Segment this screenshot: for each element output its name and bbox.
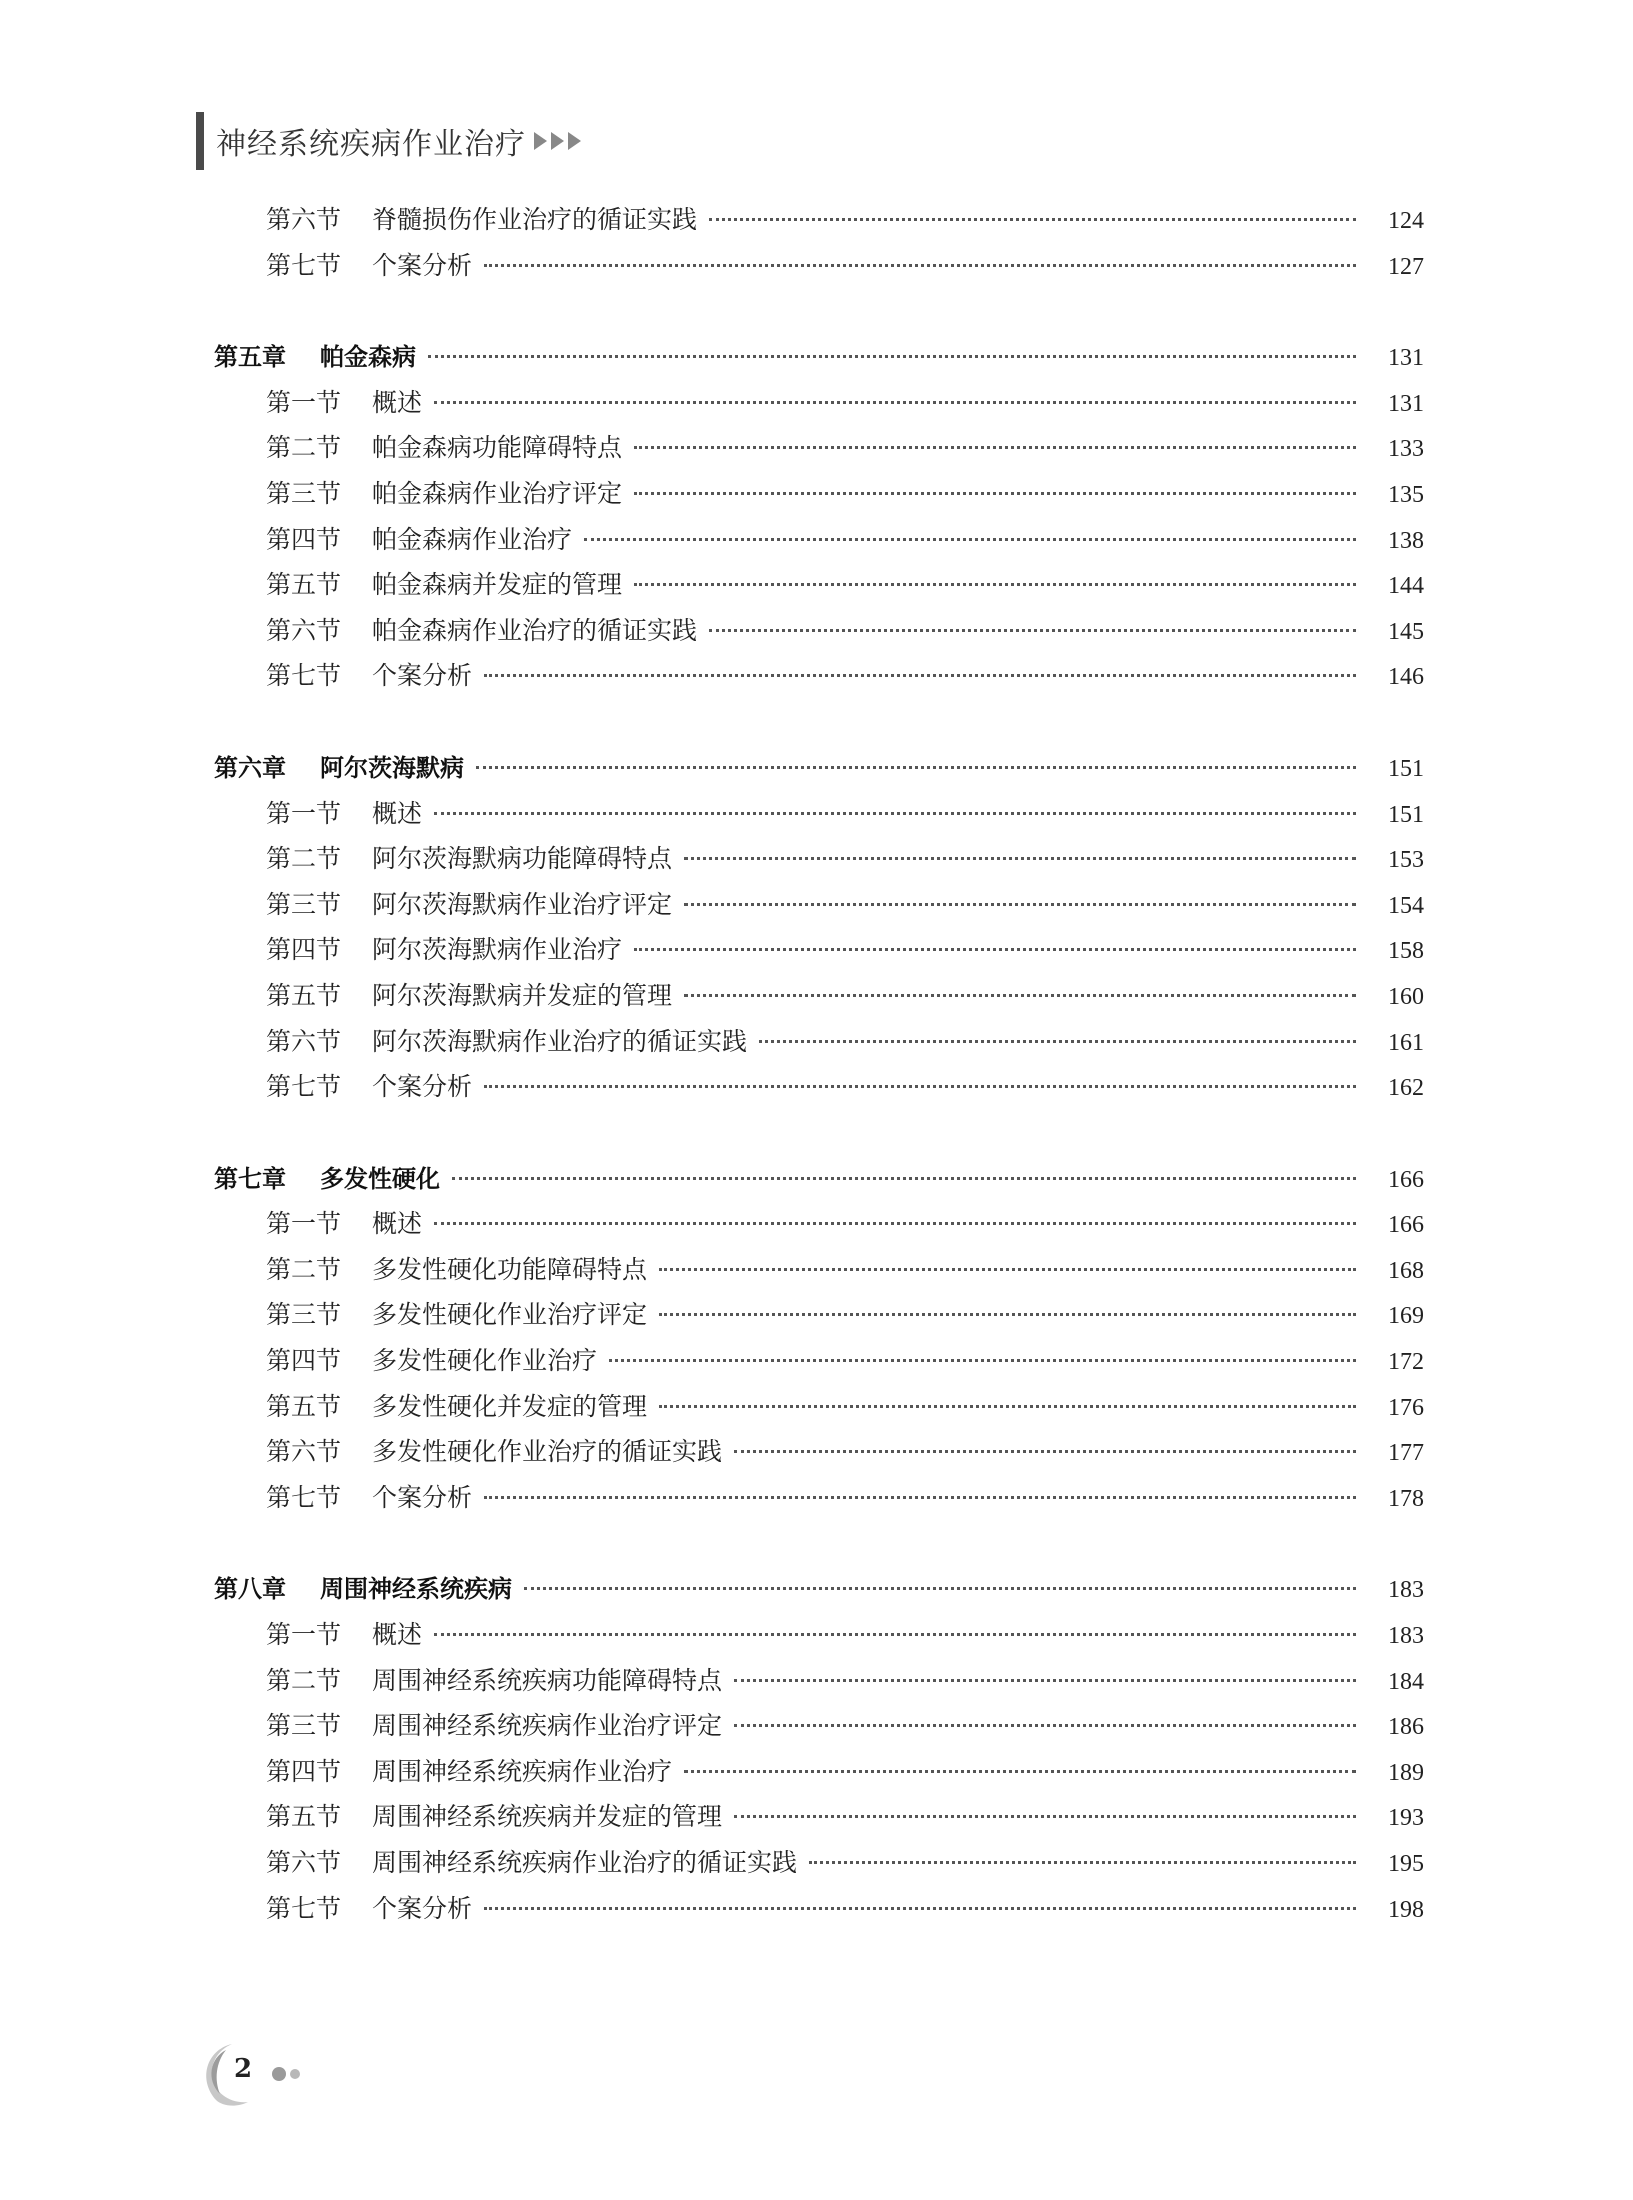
toc-section-entry[interactable] [214,611,1424,657]
toc-section-entry-page: 186 [1388,1714,1424,1741]
dot-leader [659,1313,1356,1316]
dot-leader [524,1587,1356,1590]
toc-section-entry-number: 第六节 [266,615,342,645]
toc-chapter-block [214,1159,1424,1524]
toc-chapter-entry-page: 131 [1388,345,1424,372]
page-footer [192,2040,352,2110]
toc-section-entry-page: 160 [1388,983,1424,1010]
dot-leader [709,629,1356,632]
toc-section-entry-title: 多发性硬化功能障碍特点 [372,1254,648,1284]
toc-chapter-entry-number: 第七章 [214,1164,286,1193]
dot-leader [659,1268,1356,1271]
toc-section-entry-page: 177 [1388,1440,1424,1467]
toc-section-entry-page: 184 [1388,1668,1424,1695]
toc-section-entry-number: 第二节 [266,1254,342,1284]
dot-icon [290,2069,300,2079]
toc-section-entry[interactable] [214,976,1424,1022]
toc-section-entry-title: 周围神经系统疾病作业治疗 [372,1756,673,1786]
toc-section-entry-number: 第四节 [266,935,342,965]
toc-section-entry[interactable] [214,565,1424,611]
toc-section-entry[interactable] [214,428,1424,474]
toc-section-entry-title: 周围神经系统疾病作业治疗评定 [372,1711,723,1741]
toc-section-entry[interactable] [214,794,1424,840]
toc-section-entry-number: 第二节 [266,433,342,463]
table-of-contents [214,200,1424,1980]
dot-leader [684,994,1356,997]
toc-section-entry-page: 178 [1388,1485,1424,1512]
toc-section-entry-page: 158 [1388,938,1424,965]
toc-chapter-block [214,337,1424,702]
toc-chapter-entry[interactable] [214,337,1424,383]
toc-chapter-block [214,1569,1424,1934]
toc-section-entry-page: 193 [1388,1805,1424,1832]
toc-section-entry[interactable] [214,1478,1424,1524]
dot-leader [809,1861,1356,1864]
toc-section-entry-number: 第一节 [266,1209,342,1239]
dot-leader [484,1907,1356,1910]
toc-section-entry-number: 第六节 [266,1437,342,1467]
toc-section-entry-page: 195 [1388,1851,1424,1877]
toc-section-entry-page: 154 [1388,892,1424,919]
toc-chapter-entry-number: 第六章 [214,753,286,782]
toc-section-entry-page: 133 [1388,436,1424,463]
toc-section-entry[interactable] [214,1889,1424,1935]
toc-section-entry-page: 124 [1388,208,1424,234]
dot-leader [428,355,1356,358]
dot-leader [484,264,1356,267]
toc-section-entry[interactable] [214,383,1424,429]
dot-leader [476,766,1356,769]
toc-section-entry-number: 第三节 [266,889,342,919]
toc-section-entry-page: 169 [1388,1303,1424,1330]
toc-section-entry-number: 第三节 [266,1300,342,1330]
toc-section-entry[interactable] [214,1022,1424,1068]
header-title: 神经系统疾病作业治疗 [216,127,526,162]
dot-leader [484,1496,1356,1499]
toc-section-entry-title: 周围神经系统疾病功能障碍特点 [372,1665,723,1695]
toc-section-entry-title: 帕金森病作业治疗评定 [372,478,623,508]
toc-section-entry[interactable] [214,930,1424,976]
toc-chapter-entry[interactable] [214,748,1424,794]
toc-section-entry-title: 概述 [372,1209,423,1239]
toc-section-entry-title: 个案分析 [372,1072,473,1102]
toc-section-entry-number: 第一节 [266,798,342,828]
toc-section-entry-page: 131 [1388,390,1424,417]
toc-section-entry[interactable] [214,1341,1424,1387]
toc-section-entry-number: 第六节 [266,205,342,234]
dot-leader [484,1085,1356,1088]
toc-section-entry[interactable] [214,1661,1424,1707]
toc-section-entry-page: 127 [1388,253,1424,280]
dot-leader [734,1679,1356,1682]
toc-section-entry-number: 第五节 [266,1391,342,1421]
dot-leader [734,1815,1356,1818]
dot-leader [584,538,1356,541]
toc-section-entry-title: 阿尔茨海默病作业治疗 [372,935,623,965]
toc-section-entry-number: 第一节 [266,1620,342,1650]
dot-leader [634,948,1356,951]
toc-section-entry-title: 多发性硬化作业治疗 [372,1346,598,1376]
dot-leader [434,1633,1356,1636]
toc-section-entry[interactable] [214,474,1424,520]
toc-section-entry-title: 周围神经系统疾病作业治疗的循证实践 [372,1848,798,1877]
toc-chapter-entry-title: 帕金森病 [320,343,416,372]
toc-section-entry-page: 135 [1388,481,1424,508]
toc-section-entry[interactable] [214,1250,1424,1296]
toc-section-entry-title: 多发性硬化并发症的管理 [372,1391,648,1421]
toc-section-entry-title: 概述 [372,1620,423,1650]
toc-section-entry-page: 138 [1388,527,1424,554]
toc-chapter-entry-number: 第八章 [214,1575,286,1604]
toc-section-entry-number: 第四节 [266,1756,342,1786]
toc-chapter-entry-page: 166 [1388,1166,1424,1193]
toc-section-entry[interactable] [214,246,1424,292]
toc-section-entry-page: 189 [1388,1759,1424,1786]
toc-section-entry[interactable] [214,885,1424,931]
toc-section-entry-number: 第三节 [266,478,342,508]
toc-section-entry-number: 第七节 [266,1893,342,1923]
dot-leader [434,1222,1356,1225]
dot-leader [609,1359,1356,1362]
dot-leader [634,583,1356,586]
toc-section-entry-title: 阿尔茨海默病功能障碍特点 [372,844,673,874]
arrow-right-icon [568,132,581,150]
page-number: 2 [234,2054,253,2084]
toc-section-entry-page: 198 [1388,1896,1424,1923]
dot-leader [709,218,1356,221]
toc-section-entry-title: 概述 [372,387,423,417]
dot-leader [734,1450,1356,1453]
toc-section-entry-number: 第五节 [266,980,342,1010]
header-bar [196,112,204,170]
toc-section-entry[interactable] [214,1067,1424,1113]
toc-section-entry-number: 第二节 [266,1665,342,1695]
toc-section-entry-page: 166 [1388,1212,1424,1239]
toc-section-entry-title: 帕金森病并发症的管理 [372,570,623,600]
toc-section-entry-title: 帕金森病作业治疗 [372,524,573,554]
toc-chapter-block [214,200,1424,291]
toc-section-entry-page: 145 [1388,618,1424,645]
toc-section-entry[interactable] [214,1797,1424,1843]
dot-leader [759,1040,1356,1043]
toc-section-entry-page: 144 [1388,573,1424,600]
toc-section-entry-title: 脊髓损伤作业治疗的循证实践 [372,205,698,234]
toc-section-entry-number: 第五节 [266,1802,342,1832]
toc-section-entry-title: 概述 [372,798,423,828]
toc-chapter-entry[interactable] [214,1569,1424,1615]
toc-section-entry-page: 183 [1388,1623,1424,1650]
toc-section-entry[interactable] [214,656,1424,702]
toc-section-entry-number: 第七节 [266,1482,342,1512]
toc-section-entry[interactable] [214,839,1424,885]
toc-section-entry-number: 第七节 [266,1072,342,1102]
toc-section-entry-page: 162 [1388,1075,1424,1102]
toc-section-entry-title: 个案分析 [372,250,473,280]
arrow-right-icon [551,132,564,150]
toc-section-entry-number: 第二节 [266,844,342,874]
toc-section-entry[interactable] [214,200,1424,246]
toc-chapter-entry-title: 多发性硬化 [320,1164,440,1193]
toc-section-entry-number: 第三节 [266,1711,342,1741]
toc-chapter-entry-title: 周围神经系统疾病 [320,1575,512,1604]
toc-section-entry-title: 个案分析 [372,661,473,691]
toc-section-entry[interactable] [214,1615,1424,1661]
toc-section-entry[interactable] [214,1432,1424,1478]
arrow-right-icon [534,132,547,150]
dot-leader [452,1177,1356,1180]
toc-section-entry[interactable] [214,1752,1424,1798]
toc-section-entry-number: 第五节 [266,570,342,600]
dot-leader [634,492,1356,495]
toc-section-entry-number: 第六节 [266,1848,342,1877]
toc-section-entry-number: 第一节 [266,387,342,417]
toc-section-entry-number: 第七节 [266,661,342,691]
toc-section-entry-page: 161 [1388,1029,1424,1056]
toc-section-entry[interactable] [214,1706,1424,1752]
toc-section-entry-page: 176 [1388,1394,1424,1421]
toc-chapter-entry-page: 183 [1388,1577,1424,1604]
toc-section-entry-title: 阿尔茨海默病并发症的管理 [372,980,673,1010]
dot-leader [659,1405,1356,1408]
toc-chapter-block [214,748,1424,1113]
toc-section-entry-number: 第四节 [266,524,342,554]
toc-section-entry-title: 多发性硬化作业治疗的循证实践 [372,1437,723,1467]
header-arrows [534,132,581,150]
dot-icon [272,2067,286,2081]
toc-section-entry-page: 153 [1388,847,1424,874]
dot-leader [634,446,1356,449]
dot-leader [484,674,1356,677]
toc-section-entry[interactable] [214,1387,1424,1433]
dot-leader [734,1724,1356,1727]
toc-section-entry-page: 172 [1388,1349,1424,1376]
dot-leader [684,857,1356,860]
toc-section-entry[interactable] [214,1843,1424,1889]
toc-section-entry-title: 阿尔茨海默病作业治疗评定 [372,889,673,919]
toc-chapter-entry-number: 第五章 [214,343,286,372]
dot-leader [434,401,1356,404]
toc-section-entry-title: 帕金森病作业治疗的循证实践 [372,615,698,645]
toc-section-entry-number: 第六节 [266,1026,342,1056]
toc-section-entry-title: 个案分析 [372,1482,473,1512]
dot-leader [684,1770,1356,1773]
dot-leader [434,812,1356,815]
dot-leader [684,903,1356,906]
toc-chapter-entry-title: 阿尔茨海默病 [320,753,464,782]
toc-section-entry-title: 个案分析 [372,1893,473,1923]
toc-section-entry-page: 151 [1388,801,1424,828]
toc-section-entry[interactable] [214,520,1424,566]
toc-chapter-entry-page: 151 [1388,755,1424,782]
toc-section-entry-title: 周围神经系统疾病并发症的管理 [372,1802,723,1832]
toc-chapter-entry[interactable] [214,1159,1424,1205]
toc-section-entry[interactable] [214,1204,1424,1250]
toc-section-entry-page: 168 [1388,1257,1424,1284]
toc-section-entry-number: 第七节 [266,250,342,280]
toc-section-entry-title: 阿尔茨海默病作业治疗的循证实践 [372,1026,748,1056]
toc-section-entry-number: 第四节 [266,1346,342,1376]
toc-section-entry-title: 帕金森病功能障碍特点 [372,433,623,463]
toc-section-entry-title: 多发性硬化作业治疗评定 [372,1300,648,1330]
toc-section-entry[interactable] [214,1295,1424,1341]
running-header [196,112,581,170]
toc-section-entry-page: 146 [1388,664,1424,691]
